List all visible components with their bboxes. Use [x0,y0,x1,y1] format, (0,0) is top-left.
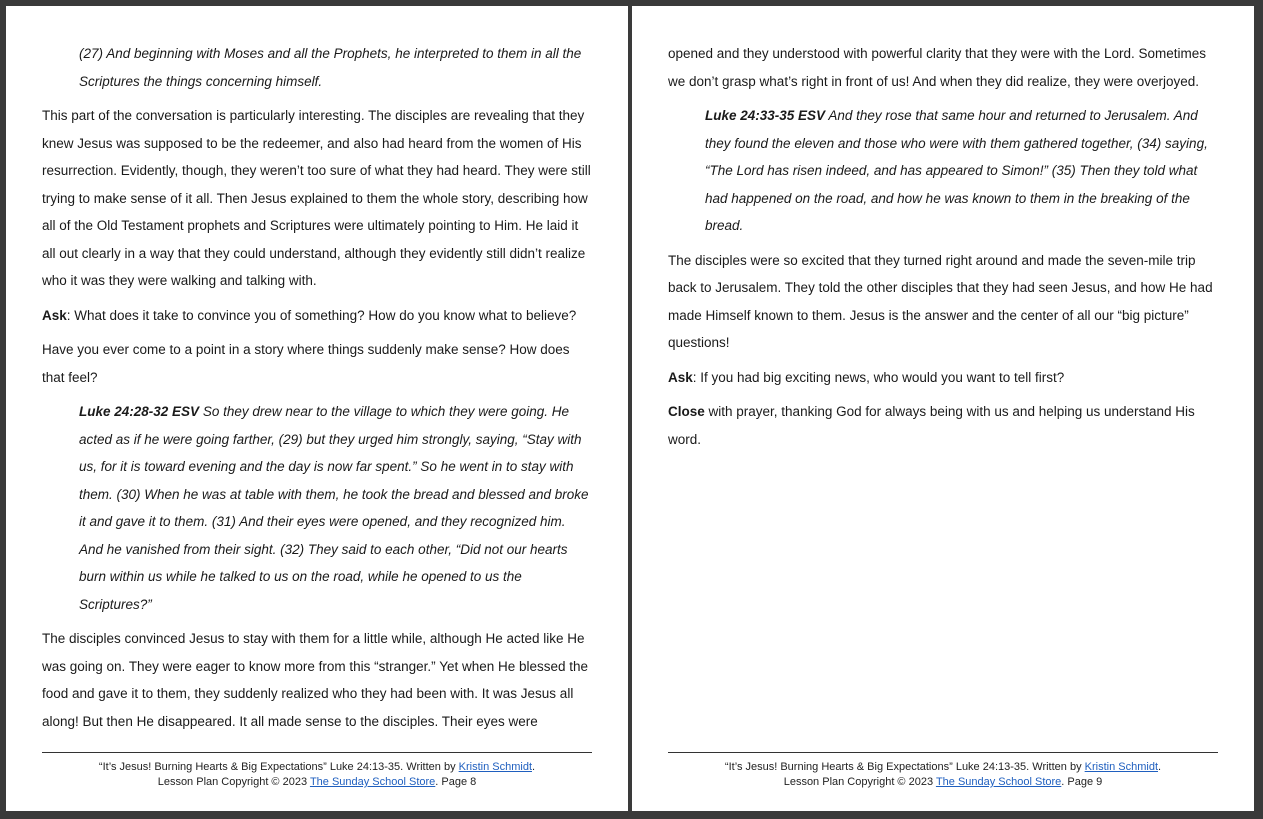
paragraph-disciples-convinced: The disciples convinced Jesus to stay with them for a little while, although He acted like He was going on. They were eager to know more from this “stranger.” Yet when He blessed the food and gave it to them, they suddenly realized who they had been with. It was Jesus all along! But then He disappeared. It all made sense to the disciples. Their eyes were [42,631,589,729]
footer-title: “It’s Jesus! Burning Hearts & Big Expectations” Luke 24:13-35. Written by [724,761,1085,773]
close-label: Close [668,404,705,419]
footer-copyright: Lesson Plan Copyright © 2023 [783,776,936,788]
paragraph-conversation: This part of the conversation is particularly interesting. The disciples are revealing that they knew Jesus was supposed to be the redeemer, and also had heard from the women of His resurrection. Evidently, though, they weren’t too sure of what they had heard. They were still trying to make sense of it all. Then Jesus explained to them the whole story, describing how all of the Old Testament prophets and Scriptures were ultimately pointing to Him. He laid it all out clearly in a way that they could understand, although they evidently still didn’t realize who it was they were walking and talking with. [42,108,591,288]
footer-title: “It’s Jesus! Burning Hearts & Big Expectations” Luke 24:13-35. Written by [98,761,459,773]
page-8 [6,6,628,811]
footer-punct: . [532,761,536,773]
footer-copyright: Lesson Plan Copyright © 2023 [157,776,310,788]
store-link[interactable]: The Sunday School Store [309,776,436,788]
footer-line-2 [42,775,592,790]
footer-punct: . [1158,761,1162,773]
page-9 [632,6,1254,811]
page-footer [42,752,592,790]
paragraph-question-story: Have you ever come to a point in a story where things suddenly make sense? How does that feel? [42,342,570,385]
page-footer [668,752,1218,790]
page-number: . Page 8 [435,776,477,788]
paragraph-eyes-opened: opened and they understood with powerful clarity that they were with the Lord. Sometimes we don’t grasp what’s right in front of us! And when they did realize, they were overjoyed. [668,46,1207,89]
ask-label: Ask [42,307,67,323]
close-text: with prayer, thanking God for always being with us and helping us understand His word. [668,404,1195,447]
ask-text: : What does it take to convince you of something? How do you know what to believe? [66,307,577,323]
store-link[interactable]: The Sunday School Store [935,776,1062,788]
quote-reference: Luke 24:28-32 ESV [79,404,200,419]
footer-line-1 [42,760,592,775]
page-9-content [668,40,1218,460]
quote-text: So they drew near to the village to which they were going. He acted as if he were going farther, (29) but they urged him strongly, saying, “Stay with us, for it is toward evening and the day is now far spent.” So he went in to stay with them. (30) When he was at table with them, he took the bread and blessed and broke it and gave it to them. (31) And their eyes were opened, and they recognized him. And he vanished from their sight. (32) They said to each other, “Did not our hearts burn within us while he talked to us on the road, while he opened to us the Scriptures?” [79,404,589,612]
quote-text: And they rose that same hour and returned to Jerusalem. And they found the eleven and those who were with them gathered together, (34) saying, “The Lord has risen indeed, and has appeared to Simon!” (35) Then they told what had happened on the road, and how he was known to them in the breaking of the bread. [705,108,1208,233]
ask-label: Ask [668,369,693,385]
author-link[interactable]: Kristin Schmidt [458,761,532,773]
close-prayer [668,398,1218,453]
author-link[interactable]: Kristin Schmidt [1084,761,1158,773]
page-number: . Page 9 [1061,776,1103,788]
paragraph-disciples-excited: The disciples were so excited that they turned right around and made the seven-mile trip back to Jerusalem. They told the other disciples that they had seen Jesus, and how He had made Himself known to them. Jesus is the answer and the center of all our “big picture” questions! [668,252,1213,350]
quote-text: (27) And beginning with Moses and all the Prophets, he interpreted to them in all the Scriptures the things concerning himself. [79,46,582,89]
footer-line-1 [668,760,1218,775]
scripture-quote-luke-24-27 [79,40,591,95]
scripture-quote-luke-24-33-35 [705,102,1217,240]
footer-line-2 [668,775,1218,790]
scripture-quote-luke-24-28-32 [79,398,591,618]
page-8-content [42,40,592,742]
ask-text: : If you had big exciting news, who would you want to tell first? [692,369,1065,385]
ask-question-convince [42,302,592,330]
ask-question-news [668,364,1218,392]
quote-reference: Luke 24:33-35 ESV [705,108,826,123]
